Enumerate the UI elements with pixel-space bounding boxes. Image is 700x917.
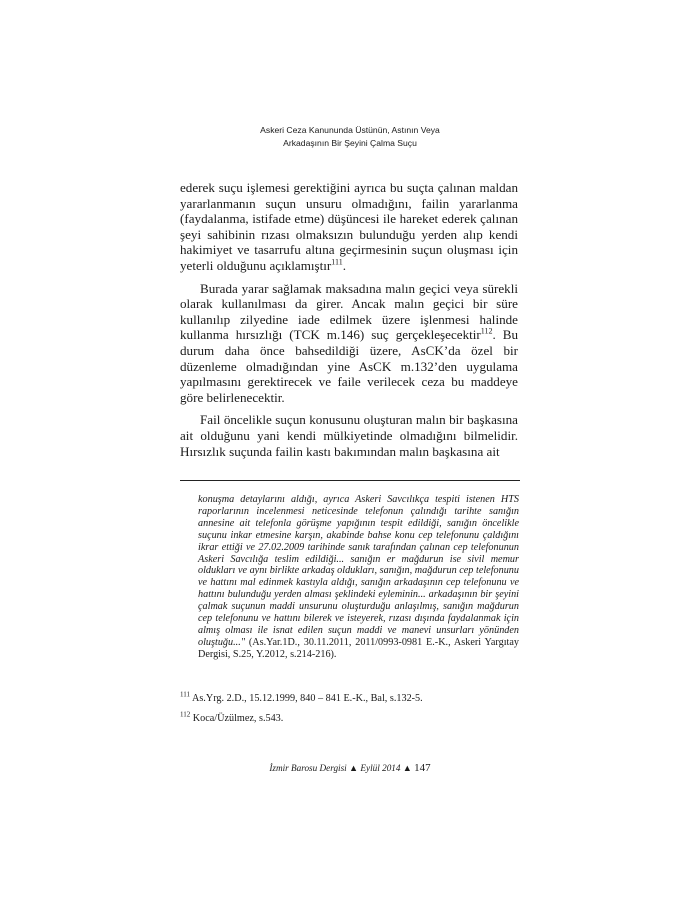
footnote-continuation-citation: (As.Yar.1D., 30.11.2011, 2011/0993-0981 E.-K., Askeri Yargıtay Dergisi, S.25, Y.2012, s.214-216). bbox=[198, 636, 519, 660]
paragraph-1-text: ederek suçu işlemesi gerektiğini ayrıca bu suçta çalınan maldan yararlanmanın suçun unsuru olmadığını, failin yararlanma (faydalanma, istifade etme) düşüncesi ile hareket ederek çalınan şeyi sahibinin rızası olmaksızın bulunduğu yerden alıp kendi hakimiyet ve tasarrufu altına geçirmesinin suçun oluşması için yeterli olduğunu açıklamıştır bbox=[180, 180, 518, 273]
body-text bbox=[180, 180, 518, 466]
paragraph-2 bbox=[180, 281, 518, 406]
page-footer bbox=[180, 762, 520, 774]
running-header bbox=[180, 124, 520, 150]
header-line-1: Askeri Ceza Kanununda Üstünün, Astının Veya bbox=[260, 125, 440, 135]
footnote-111-number: 111 bbox=[180, 690, 190, 699]
paragraph-1-end: . bbox=[342, 257, 346, 273]
footnote-111-text: As.Yrg. 2.D., 15.12.1999, 840 – 841 E.-K., Bal, s.132-5. bbox=[191, 693, 423, 704]
footnote-112-text: Koca/Üzülmez, s.543. bbox=[192, 713, 284, 724]
footnote-ref-111: 111 bbox=[331, 257, 343, 267]
footnote-continuation bbox=[198, 494, 519, 661]
footnote-separator bbox=[180, 480, 520, 481]
header-line-2: Arkadaşının Bir Şeyini Çalma Suçu bbox=[283, 138, 417, 148]
paragraph-1 bbox=[180, 180, 518, 274]
paragraph-2-rest: . Bu durum daha önce bahsedildiği üzere, AsCK’da özel bir düzenleme olmadığından yine AsCK m.132’den uygulama yapılmasını gerektirecek ve faile verilecek ceza bu maddeye göre belirlenecektir. bbox=[180, 327, 518, 405]
footnote-112 bbox=[180, 710, 520, 725]
paragraph-2-text: Burada yarar sağlamak maksadına malın geçici veya sürekli olarak kullanılması da girer. Ancak malın geçici bir süre kullanılıp zilyedine iade edilmek üzere işlenmesi halinde kullanma hırsızlığı (TCK m.146) suç gerçekleşecektir bbox=[180, 280, 518, 343]
page-number: 147 bbox=[414, 762, 431, 774]
footnote-112-number: 112 bbox=[180, 710, 191, 719]
footnote-continuation-quote: konuşma detaylarını aldığı, ayrıca Askeri Savcılıkça tespiti istenen HTS raporlarının incelenmesi neticesinde telefonun çalındığı tarihte sanığın annesine ait telefonla görüşme yapığının tespit edildiği, sanığın öncelikle suçunu inkar etmesine karşın, akabinde bahse konu cep telefonunu çaldığını ikrar ettiği ve 27.02.2009 tarihinde sanık tarafından çalınan cep telefonunun Askeri Savcılığa teslim edildiği... sanığın er mağdurun ise sivil memur oldukları ve aynı birlikte arkadaş oldukları, sanığın, mağdurun cep telefonunu ve hattını mal edinmek kastıyla aldığı, sanığın arkadaşının cep telefonunu ve hattını bulunduğu yerden alması şeklindeki eyleminin... arkadaşının bir şeyini çalmak suçunun maddi unsurunu oluşturduğu anlaşılmış, sanığın mağdurun cep telefonunu ve hattını bilerek ve isteyerek, rızası dışında faydalanmak için almış olması ile isnat edilen suçun maddi ve manevi unsurları yönünden oluştuğu..." bbox=[198, 494, 519, 648]
footnote-111 bbox=[180, 690, 520, 705]
paragraph-3: Fail öncelikle suçun konusunu oluşturan malın bir başkasına ait olduğunu yani kendi mülkiyetinde olmadığını bilmelidir. Hırsızlık suçunda failin kastı bakımından malın başkasına ait bbox=[180, 412, 518, 459]
footnote-ref-112: 112 bbox=[480, 326, 493, 336]
footer-journal: İzmir Barosu Dergisi ▲ Eylül 2014 ▲ bbox=[269, 763, 412, 773]
